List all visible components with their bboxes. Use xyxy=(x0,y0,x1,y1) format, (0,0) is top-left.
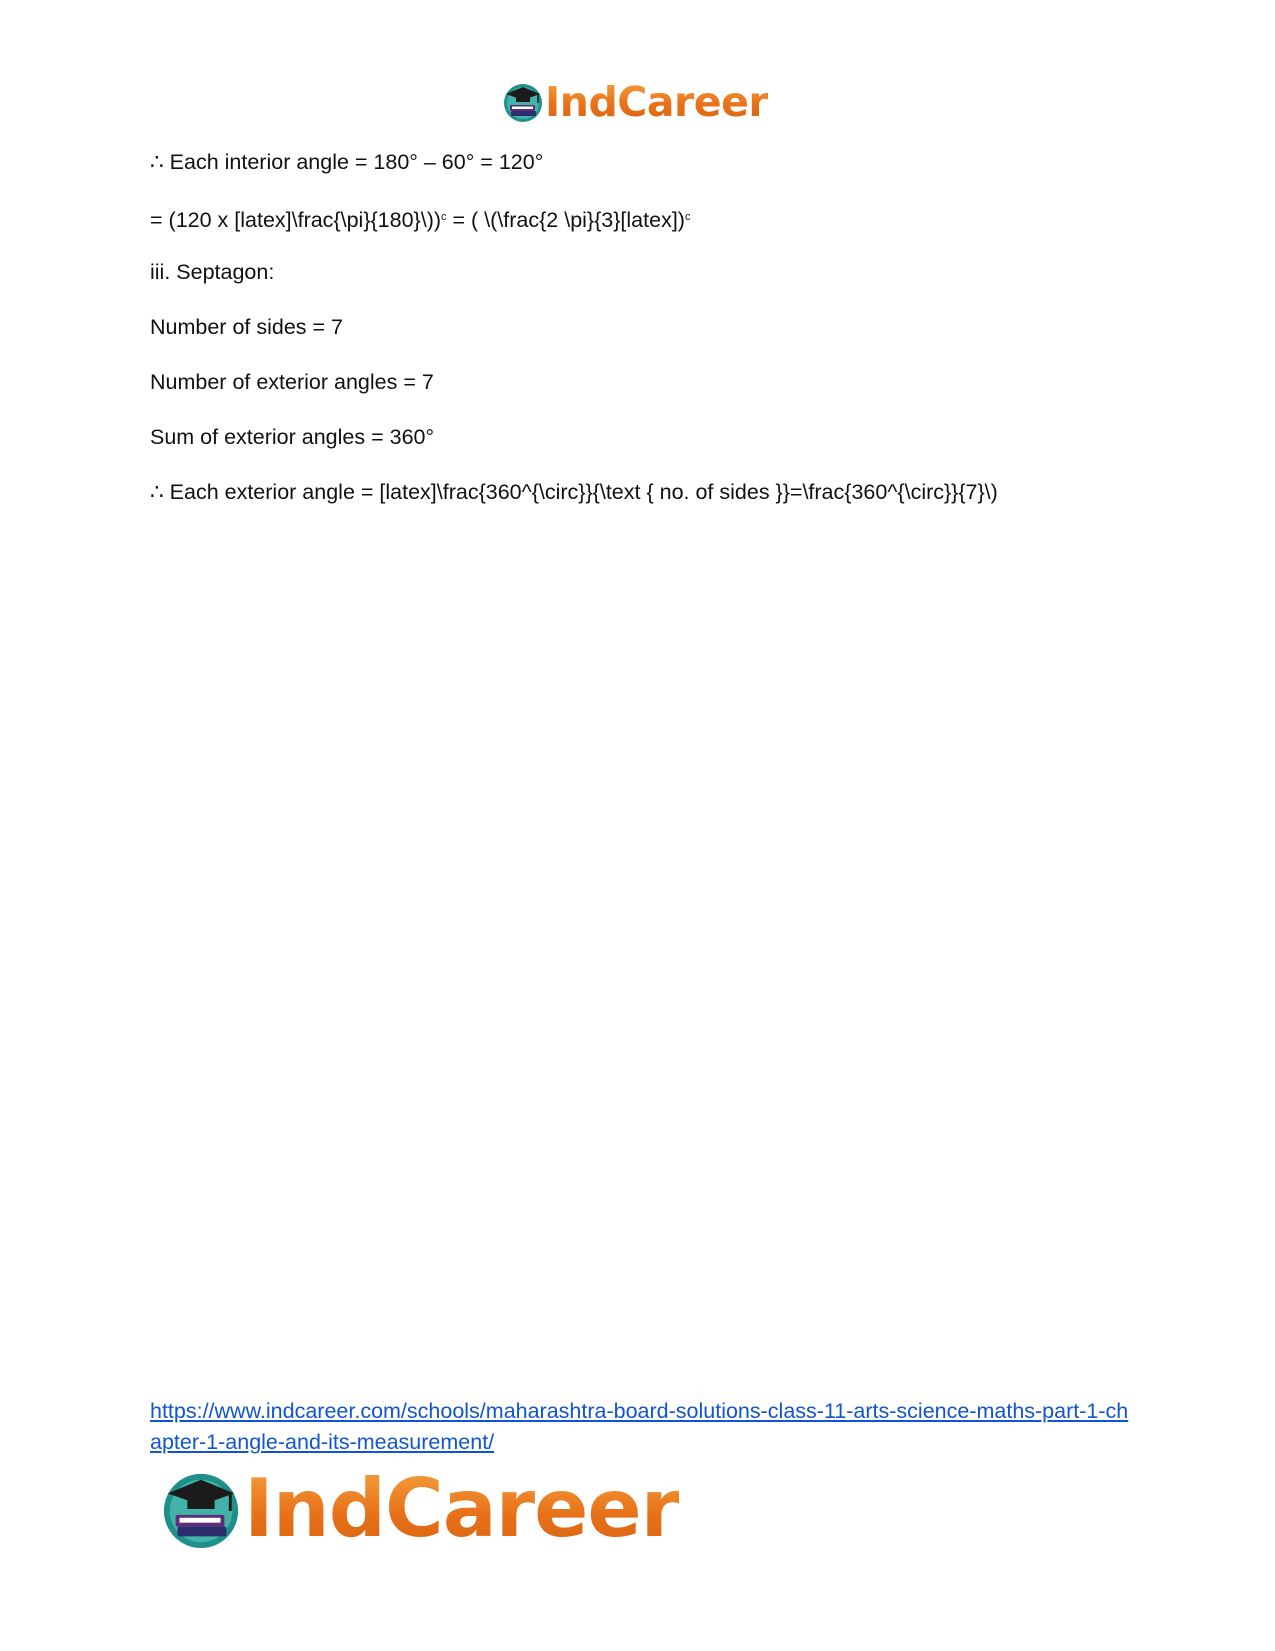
radian-conversion-part2: = ( \(\frac{2 \pi}{3}[latex]) xyxy=(446,208,685,232)
sum-of-exterior-angles-line: Sum of exterior angles = 360° xyxy=(150,425,435,449)
radian-conversion-line xyxy=(150,203,690,234)
footer-logo xyxy=(160,1462,680,1555)
septagon-heading: iii. Septagon: xyxy=(150,260,275,284)
radian-conversion-part1: = (120 x [latex]\frac{\pi}{180}\)) xyxy=(150,208,442,232)
graduation-books-icon xyxy=(160,1468,242,1550)
radian-superscript-1: c xyxy=(441,211,447,223)
interior-angle-line: ∴ Each interior angle = 180° – 60° = 120° xyxy=(150,150,544,174)
each-exterior-angle-line: ∴ Each exterior angle = [latex]\frac{360^{\circ}}{\text { no. of sides }}=\frac{360^{\circ}}{7}\) xyxy=(150,480,998,504)
brand-logo-text: IndCareer xyxy=(545,78,769,126)
number-of-sides-line: Number of sides = 7 xyxy=(150,315,343,339)
source-url-link[interactable]: https://www.indcareer.com/schools/maharashtra-board-solutions-class-11-arts-science-maths-part-1-chapter-1-angle-and-its-measurement/ xyxy=(150,1399,1129,1454)
radian-superscript-2: c xyxy=(684,211,691,223)
graduation-books-icon xyxy=(502,81,544,123)
number-of-exterior-angles-line: Number of exterior angles = 7 xyxy=(150,370,434,394)
brand-logo-text: IndCareer xyxy=(244,1462,680,1555)
header-logo xyxy=(502,80,768,124)
